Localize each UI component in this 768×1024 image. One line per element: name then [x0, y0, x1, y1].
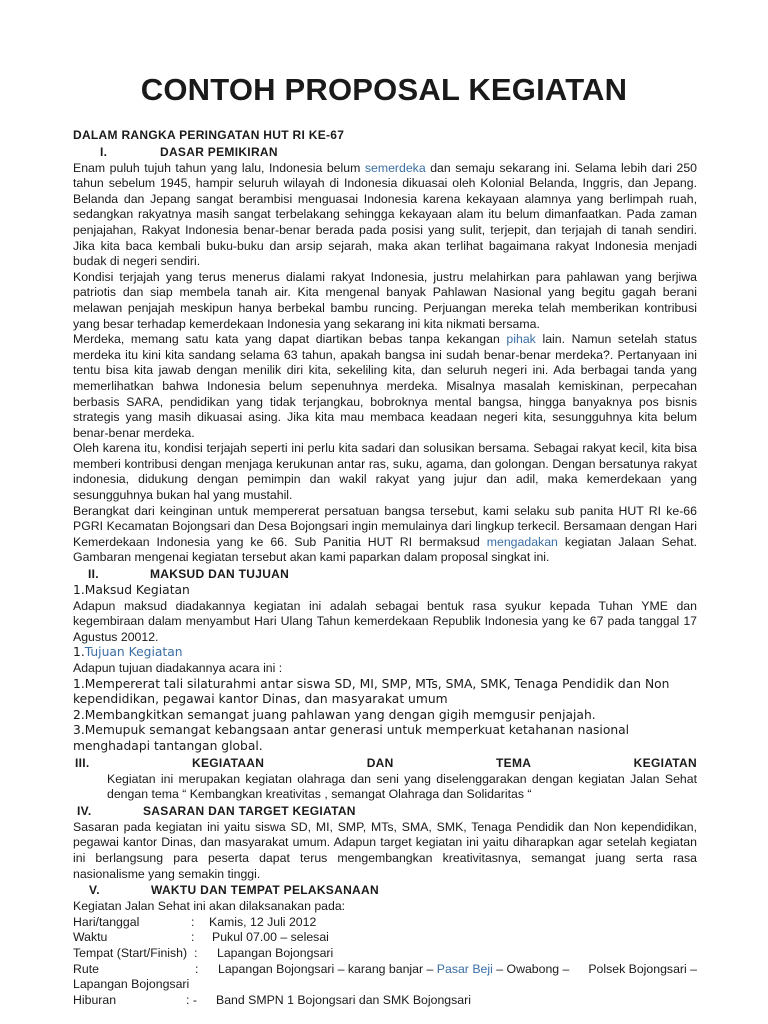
section-1-paragraph-5 [73, 504, 697, 566]
section-3-heading [73, 755, 697, 772]
maksud-text: Adapun maksud diadakannya kegiatan ini adalah sebagai bentuk rasa syukur kepada Tuhan YME dan kegembiraan dalam menyambut Hari Ulang Tahun kemerdekaan Republik Indonesia yang ke 67 pada tanggal 17 Agustus 20012. [73, 598, 697, 644]
tujuan-item-2: 2.Membangkitkan semangat juang pahlawan yang dengan gigih memgusir penjajah. [73, 707, 596, 722]
section-1-paragraph-3 [73, 332, 697, 441]
section-3-word-1: KEGIATAAN [191, 755, 265, 770]
schedule-label: Waktu [73, 930, 108, 945]
schedule-label: Hiburan [73, 992, 117, 1007]
tujuan-item-3: 3.Memupuk semangat kebangsaan antar generasi untuk memperkuat ketahanan nasional menghadapi tantangan global. [73, 723, 630, 753]
schedule-value: Band SMPN 1 Bojongsari dan SMK Bojongsari [216, 992, 471, 1007]
schedule-separator: : [191, 914, 195, 929]
schedule-separator: : [191, 930, 195, 945]
schedule-value: Lapangan Bojongsari [217, 945, 334, 960]
schedule-separator: : [195, 961, 199, 976]
section-3-word-2: DAN [366, 755, 394, 770]
text-run: Merdeka, memang satu kata yang dapat diartikan bebas tanpa kekangan [73, 332, 507, 347]
schedule-intro: Kegiatan Jalan Sehat ini akan dilaksanakan pada: [73, 899, 346, 914]
text-run: kegiatan Jalaan Sehat. Gambaran mengenai kegiatan tersebut akan kami paparkan dalam proposal singkat ini. [73, 534, 697, 565]
text-run: Enam puluh tujuh tahun yang lalu, Indonesia belum [73, 160, 365, 175]
schedule-separator: : - [186, 992, 197, 1007]
section-1-title: DASAR PEMIKIRAN [160, 144, 278, 159]
section-4-title: SASARAN DAN TARGET KEGIATAN [143, 803, 356, 818]
rute-value [218, 962, 569, 978]
text-run: Berangkat dari keinginan untuk mempererat persatuan bangsa tersebut, kami selaku sub panita HUT RI ke-66 PGRI Kecamatan Bojongsari dan Desa Bojongsari ingin memulainya dari lingkup terkecil. Bersamaan dengan Hari Kemerdekaan Indonesia yang ke 66. Sub Panitia HUT RI bermaksud [73, 503, 697, 549]
section-3-word-4: KEGIATAN [633, 755, 697, 770]
document-title: CONTOH PROPOSAL KEGIATAN [140, 72, 628, 107]
text-run: – Owabong – [492, 961, 570, 976]
rute-left [73, 962, 569, 978]
section-1-paragraph-1 [73, 161, 697, 270]
link-mengadakan[interactable]: mengadakan [486, 534, 558, 549]
schedule-row-waktu [73, 930, 697, 946]
section-5-number: V. [89, 883, 100, 898]
section-2-title: MAKSUD DAN TUJUAN [150, 567, 290, 582]
schedule-row-tempat [73, 946, 697, 962]
schedule-row-hari [73, 915, 697, 931]
section-1-paragraph-2: Kondisi terjajah yang terus menerus dialami rakyat Indonesia, justru melahirkan para pahlawan yang berjiwa patriotis dan siap membela tanah air. Kita mengenal banyak Pahlawan Nasional yang begitu gagah berani melawan penjajah meskipun hanya berbekal bambu runcing. Perjuangan mereka telah memberikan kontribusi yang besar terhadap kemerdekaan Indonesia yang sekarang ini kita nikmati bersama. [73, 269, 697, 331]
schedule-value: Kamis, 12 Juli 2012 [209, 914, 317, 929]
maksud-label: 1.Maksud Kegiatan [73, 583, 190, 598]
tujuan-number: 1. [73, 645, 85, 660]
text-run: Lapangan Bojongsari – karang banjar – [218, 961, 437, 976]
document-body [73, 128, 697, 1008]
section-3-word-3: TEMA [496, 755, 532, 770]
rute-continuation: Lapangan Bojongsari [73, 977, 190, 992]
section-4-heading [73, 803, 697, 820]
link-semerdeka[interactable]: semerdeka [364, 160, 426, 175]
tujuan-intro: Adapun tujuan diadakannya acara ini : [73, 661, 283, 675]
document-subtitle: DALAM RANGKA PERINGATAN HUT RI KE-67 [73, 128, 345, 142]
schedule-separator: : [194, 945, 198, 960]
text-run: dan semaju sekarang ini. Selama lebih dari 250 tahun sebelum 1945, hampir seluruh wilayah di Indonesia dikuasai oleh Kolonial Belanda, Inggris, dan Jepang. Belanda dan Jepang sangat berambisi menguasai Indonesia karena kekayaan alamnya yang berlimpah ruah, sedangkan rakyatnya masih sangat terbelakang sehingga kekayaan alam itu belum dimanfaatkan. Pada zaman penjajahan, Rakyat Indonesia benar-benar berada pada posisi yang sulit, terjepit, dan terjajah di tanah sendiri. Jika kita baca kembali buku-buku dan arsip sejarah, maka akan terlihat bagaimana rakyat Indonesia menjadi budak di negeri sendiri. [73, 160, 697, 269]
section-2-heading [73, 566, 697, 583]
link-pihak[interactable]: pihak [506, 332, 536, 347]
section-1-number: I. [100, 144, 108, 159]
section-1-heading [73, 144, 697, 161]
section-5-title: WAKTU DAN TEMPAT PELAKSANAAN [151, 883, 379, 898]
tujuan-label [73, 645, 697, 661]
tujuan-item-1: 1.Mempererat tali silaturahmi antar siswa SD, MI, SMP, MTs, SMA, SMK, Tenaga Pendidik dan Non kependidikan, pegawai kantor Dinas, dan masyarakat umum [73, 676, 670, 707]
section-2-number: II. [88, 567, 99, 582]
schedule-value: Pukul 07.00 – selesai [212, 930, 329, 945]
schedule-row-rute [73, 962, 697, 978]
section-3-text: Kegiatan ini merupakan kegiatan olahraga dan seni yang diselenggarakan dengan kegiatan Jalan Sehat dengan tema “ Kembangkan kreativitas , semangat Olahraga dan Solidaritas “ [107, 771, 697, 802]
rute-value-end: Polsek Bojongsari – [588, 961, 697, 976]
section-3-number: III. [75, 755, 90, 770]
section-4-number: IV. [77, 803, 92, 818]
schedule-label: Rute [73, 961, 99, 976]
schedule-label: Tempat (Start/Finish) [73, 945, 188, 960]
schedule-row-hiburan [73, 993, 697, 1009]
text-run: lain. Namun setelah status merdeka itu kini kita sandang selama 63 tahun, apakah bangsa ini sudah benar-benar merdeka?. Pertanyaan ini tentu bisa kita jawab dengan menilik diri kita, sekeliling kita, dan seluruh negeri ini. Ada berbagai tanda yang memerlihatkan bahwa Indonesia belum sepenuhnya merdeka. Misalnya masalah kemiskinan, perpecahan berbasis SARA, pendidikan yang tidak terjangkau, bobroknya mental bangsa, hingga banyaknya pos bisnis strategis yang masih dikuasai asing. Jika kita mau membaca keadaan negeri kita, sesungguhnya kita belum benar-benar merdeka. [73, 332, 698, 440]
section-5-heading [73, 882, 697, 899]
link-tujuan-kegiatan[interactable]: Tujuan Kegiatan [84, 645, 183, 660]
link-pasar-beji[interactable]: Pasar Beji [436, 961, 493, 976]
schedule-label: Hari/tanggal [73, 914, 140, 929]
section-1-paragraph-4: Oleh karena itu, kondisi terjajah seperti ini perlu kita sadari dan solusikan bersama. Sebagai rakyat kecil, kita bisa memberi kontribusi dengan menjaga kerukunan antar ras, suku, agama, dan golongan. Dengan bersatunya rakyat indonesia, didukung dengan pemimpin dan wakil rakyat yang jujur dan adil, maka kemerdekaan yang sesungguhnya bukan hal yang mustahil. [73, 441, 697, 503]
section-4-text: Sasaran pada kegiatan ini yaitu siswa SD, MI, SMP, MTs, SMA, SMK, Tenaga Pendidik dan Non kependidikan, pegawai kantor Dinas, dan masyarakat umum. Adapun target kegiatan ini yaitu diharapkan agar setelah kegiatan ini berlangsung para peserta dapat terus mengembangkan kreativitasnya, semangat juang serta rasa nasionalisme yang semakin tinggi. [73, 819, 697, 881]
